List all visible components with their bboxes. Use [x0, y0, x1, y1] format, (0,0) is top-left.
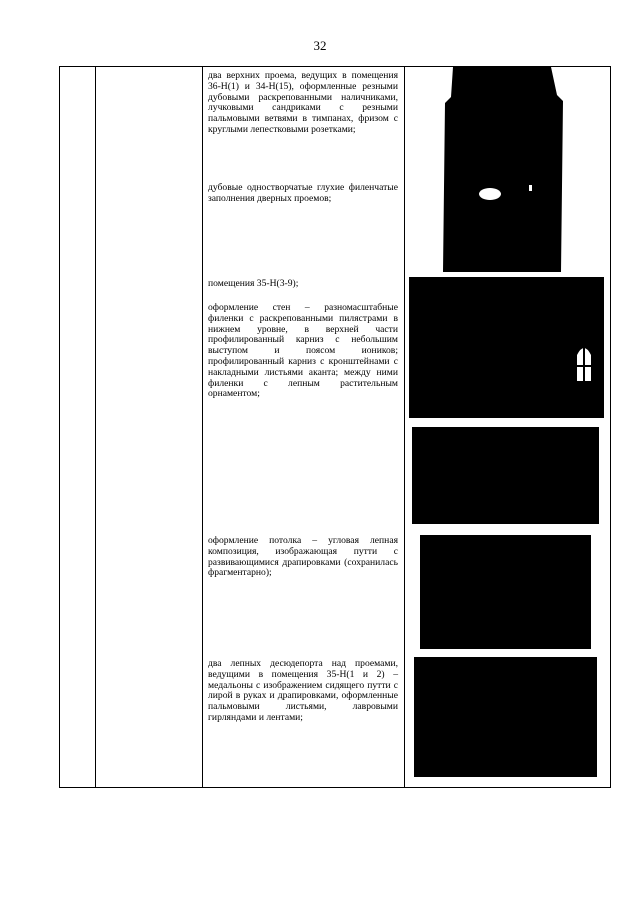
paragraph-ceiling-decoration: оформление потолка – угловая лепная композиция, изображающая путти с развивающимися драпировками (сохранилась фрагментарно); [208, 535, 398, 579]
paragraph-wall-decoration: оформление стен – разномасштабные филенки с раскрепованными пилястрами в нижнем уровне, в верхней части профилированный карниз с небольшим выступом и поясом иоников; профилированный карниз с кронштейнами с накладными листьями аканта; между ними филенки с лепным растительным орнаментом; [208, 302, 398, 400]
column-divider [95, 67, 96, 787]
page-number: 32 [313, 38, 327, 53]
photo-ceiling-2 [420, 535, 591, 649]
paragraph-door-fillings: дубовые одностворчатые глухие филенчатые заполнения дверных проемов; [208, 182, 398, 204]
photo-ceiling-1 [412, 427, 599, 524]
paragraph-rooms: помещения 35-Н(3-9); [208, 278, 299, 289]
photo-wall-paneling [409, 277, 604, 418]
column-divider [404, 67, 405, 787]
paragraph-doors-trim: два верхних проема, ведущих в помещения 36-Н(1) и 34-Н(15), оформленные резными дубовыми раскрепованными наличниками, лучковыми сандриками с резными пальмовыми ветвями в тимпанах, фризом с круглыми лепестковыми розетками; [208, 70, 398, 135]
photo-door-portal [433, 67, 573, 272]
photo-overdoor [414, 657, 597, 777]
paragraph-overdoors: два лепных десюдепорта над проемами, ведущими в помещения 35-Н(1 и 2) – медальоны с изображением сидящего путти с лирой в руках и драпировками, оформленные пальмовыми листьями, лавровыми гирляндами и лентами; [208, 658, 398, 723]
column-divider [202, 67, 203, 787]
